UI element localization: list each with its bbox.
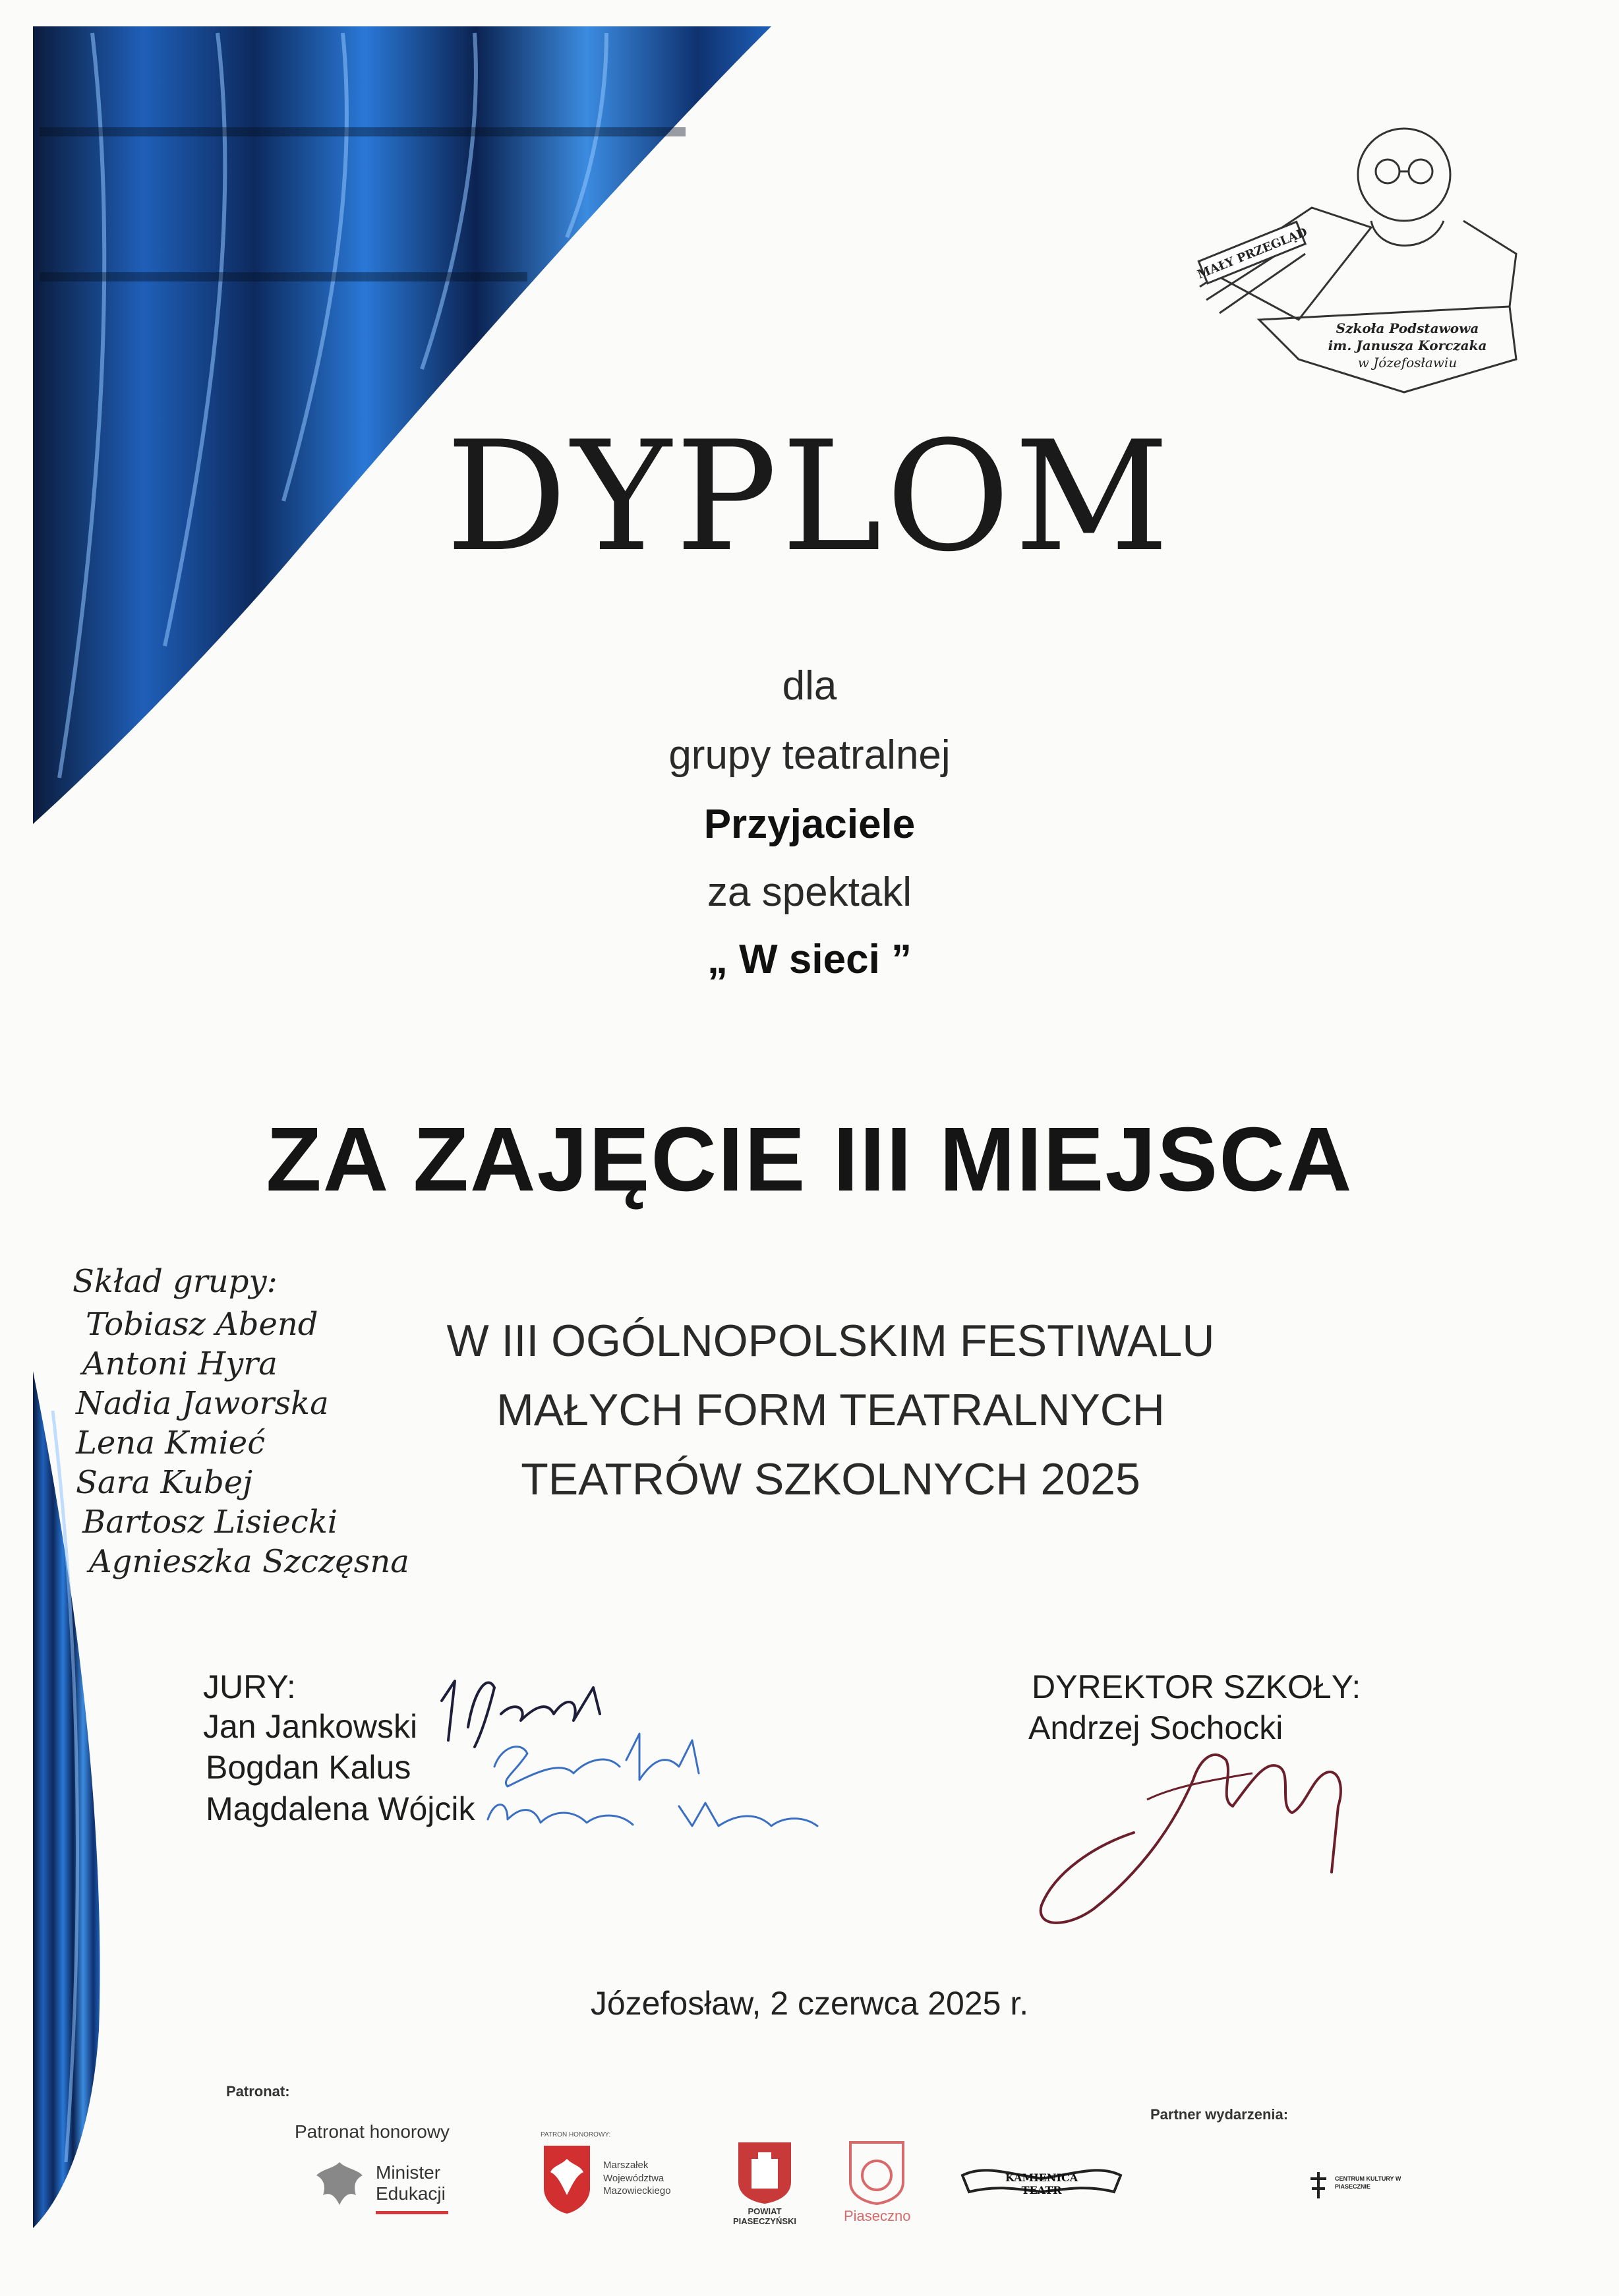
piaseczno-logo: Piaseczno (844, 2139, 923, 2231)
group-member: Nadia Jaworska (76, 1385, 329, 1422)
svg-text:im. Janusza Korczaka: im. Janusza Korczaka (1328, 338, 1487, 353)
group-member: Bartosz Lisiecki (82, 1504, 338, 1541)
mazowsze-crest-icon (541, 2142, 593, 2215)
marszalek-logo: Marszałek Województwa Mazowieckiego (541, 2142, 699, 2222)
kamienica-teatr-logo: KAMIENICA TEATR (956, 2162, 1127, 2202)
place-and-date: Józefosław, 2 czerwca 2025 r. (590, 1985, 1029, 2022)
jury-member: Jan Jankowski (203, 1708, 418, 1745)
partner-label: Partner wydarzenia: (1150, 2106, 1289, 2123)
recipient-line-2: grupy teatralnej (668, 732, 951, 778)
group-members-heading: Skład grupy: (73, 1263, 278, 1300)
patronat-label: Patronat: (226, 2083, 290, 2100)
director-label: DYREKTOR SZKOŁY: (1032, 1668, 1361, 1705)
group-member: Antoni Hyra (82, 1345, 278, 1382)
minister-edukacji-logo: Minister Edukacji (310, 2156, 461, 2222)
director-signature (1015, 1701, 1358, 1938)
svg-text:w Józefosławiu: w Józefosławiu (1357, 355, 1457, 370)
jury-member: Bogdan Kalus (206, 1749, 411, 1786)
group-name: Przyjaciele (703, 802, 916, 847)
group-member: Tobiasz Abend (86, 1306, 318, 1343)
piaseczno-ram-icon (844, 2139, 910, 2205)
jury-member: Magdalena Wójcik (206, 1790, 475, 1827)
recipient-line-3: za spektakl (707, 869, 912, 915)
festival-line-1: W III OGÓLNOPOLSKIM FESTIWALU (446, 1316, 1215, 1366)
jury-signatures (428, 1661, 864, 1872)
group-member: Agnieszka Szczęsna (89, 1543, 409, 1580)
centrum-kultury-logo: CENTRUM KULTURY W PIASECZNIE (1305, 2169, 1417, 2202)
award-text: ZA ZAJĘCIE III MIEJSCA (266, 1109, 1353, 1210)
svg-text:Szkoła Podstawowa: Szkoła Podstawowa (1336, 320, 1479, 336)
logo-banner: MAŁY PRZEGLĄD (1195, 225, 1310, 282)
festival-line-2: MAŁYCH FORM TEATRALNYCH (496, 1385, 1165, 1435)
jury-label: JURY: (203, 1668, 296, 1705)
festival-line-3: TEATRÓW SZKOLNYCH 2025 (521, 1454, 1140, 1504)
group-member: Sara Kubej (76, 1464, 253, 1501)
powiat-crest-icon (732, 2139, 798, 2205)
patronat-honorowy-label: Patronat honorowy (295, 2121, 450, 2142)
powiat-logo: POWIAT PIASECZYŃSKI (732, 2139, 804, 2231)
group-member: Lena Kmieć (76, 1425, 266, 1461)
marszalek-small-label: PATRON HONOROWY: (541, 2131, 611, 2138)
recipient-line-1: dla (782, 663, 837, 709)
eagle-icon (310, 2156, 369, 2215)
diploma-title: DYPLOM (446, 409, 1173, 585)
director-name: Andrzej Sochocki (1028, 1709, 1283, 1746)
school-logo (1180, 102, 1536, 399)
play-title: „ W sieci ” (707, 937, 912, 982)
centrum-kultury-icon (1305, 2169, 1332, 2202)
